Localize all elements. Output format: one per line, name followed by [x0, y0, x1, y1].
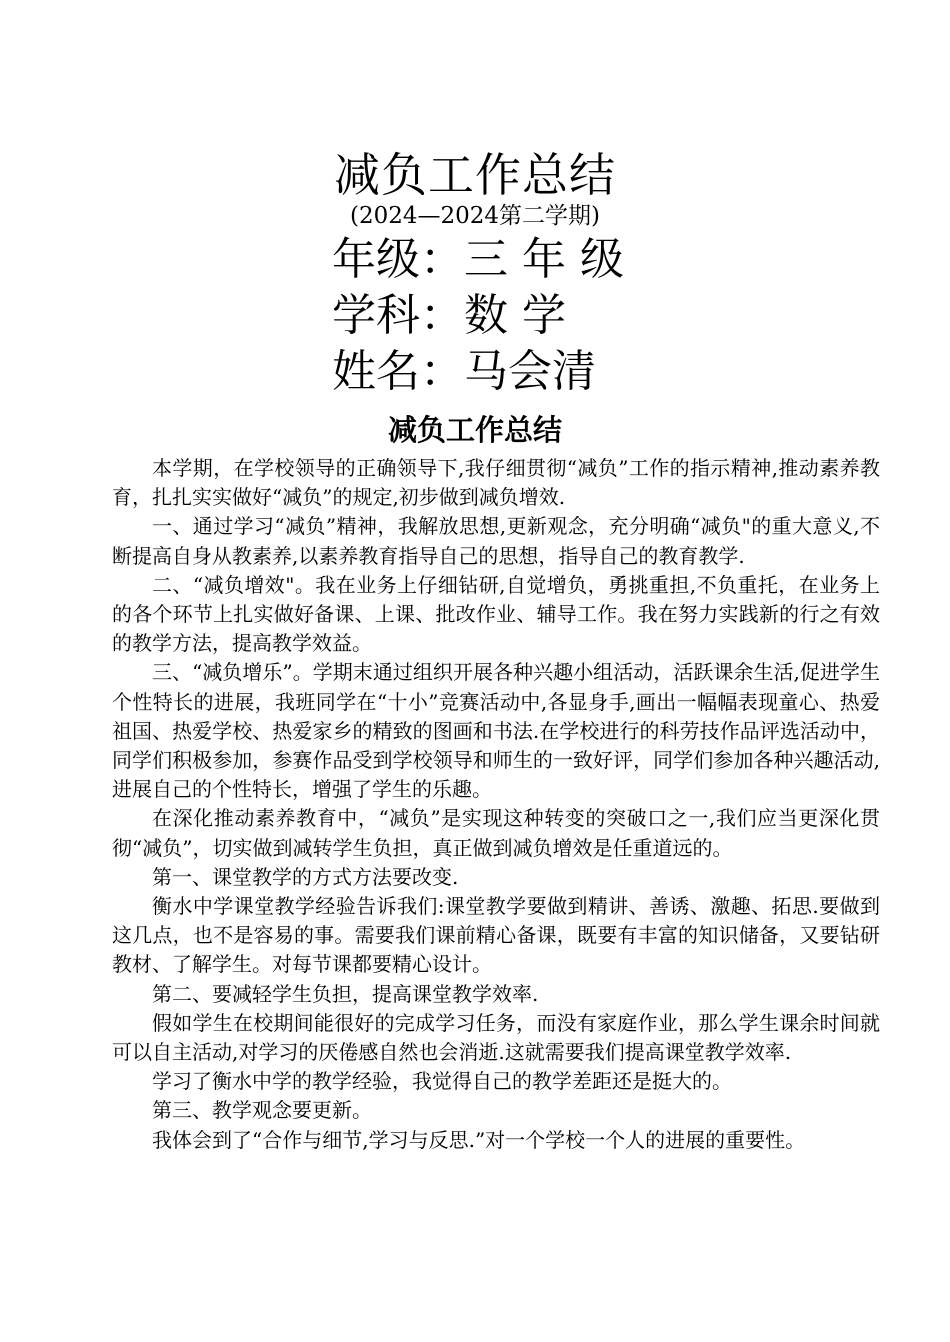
paragraph: 本学期，在学校领导的正确领导下,我仔细贯彻“减负”工作的指示精神,推动素养教育，扎扎实实做好“减负”的规定,初步做到减负增效. — [112, 456, 880, 510]
cover-subject-line: 学科：数 学 — [332, 290, 566, 341]
paragraph: 第一、课堂教学的方式方法要改变. — [152, 864, 459, 889]
cover-grade-line: 年级：三 年 级 — [332, 234, 624, 285]
cover-name-line: 姓名：马会清 — [332, 346, 596, 397]
paragraph: 我体会到了“合作与细节,学习与反思.”对一个学校一个人的进展的重要性。 — [152, 1127, 806, 1152]
paragraph: 二、“减负增效"。我在业务上仔细钻研,自觉增负，勇挑重担,不负重托，在业务上的各个环节上扎实做好备课、上课、批改作业、辅导工作。我在努力实践新的行之有效的教学方法，提高教学效益。 — [112, 572, 880, 656]
paragraph: 在深化推动素养教育中，“减负”是实现这种转变的突破口之一,我们应当更深化贯彻“减负”，切实做到减转学生负担，真正做到减负增效是任重道远的。 — [112, 806, 880, 860]
paragraph: 三、“减负增乐”。学期末通过组织开展各种兴趣小组活动，活跃课余生活,促进学生个性特长的进展，我班同学在“十小”竞赛活动中,各显身手,画出一幅幅表现童心、热爱祖国、热爱学校、热爱家乡的精致的图画和书法.在学校进行的科劳技作品评选活动中，同学们积极参加，参赛作品受到学校领导和师生的一致好评，同学们参加各种兴趣活动,进展自己的个性特长，增强了学生的乐趣。 — [112, 660, 880, 802]
document-heading: 减负工作总结 — [387, 413, 562, 447]
paragraph: 衡水中学课堂教学经验告诉我们:课堂教学要做到精讲、善诱、激趣、拓思.要做到这几点，也不是容易的事。需要我们课前精心备课，既要有丰富的知识储备，又要钻研教材、了解学生。对每节课都要精心设计。 — [112, 894, 880, 977]
paragraph: 学习了衡水中学的教学经验，我觉得自己的教学差距还是挺大的。 — [152, 1069, 732, 1094]
paragraph: 假如学生在校期间能很好的完成学习任务，而没有家庭作业，那么学生课余时间就可以自主活动,对学习的厌倦感自然也会消逝.这就需要我们提高课堂教学效率. — [112, 1010, 880, 1065]
cover-title: 减负工作总结 — [334, 148, 616, 202]
paragraph: 第二、要减轻学生负担，提高课堂教学效率. — [152, 981, 539, 1006]
document-body — [112, 454, 880, 1155]
paragraph: 第三、教学观念要更新。 — [152, 1098, 372, 1123]
paragraph: 一、通过学习“减负”精神，我解放思想,更新观念，充分明确“减负"的重大意义,不断提高自身从教素养,以素养教育指导自己的思想，指导自己的教育教学. — [112, 514, 880, 568]
cover-term: (2024—2024第二学期) — [349, 203, 600, 229]
